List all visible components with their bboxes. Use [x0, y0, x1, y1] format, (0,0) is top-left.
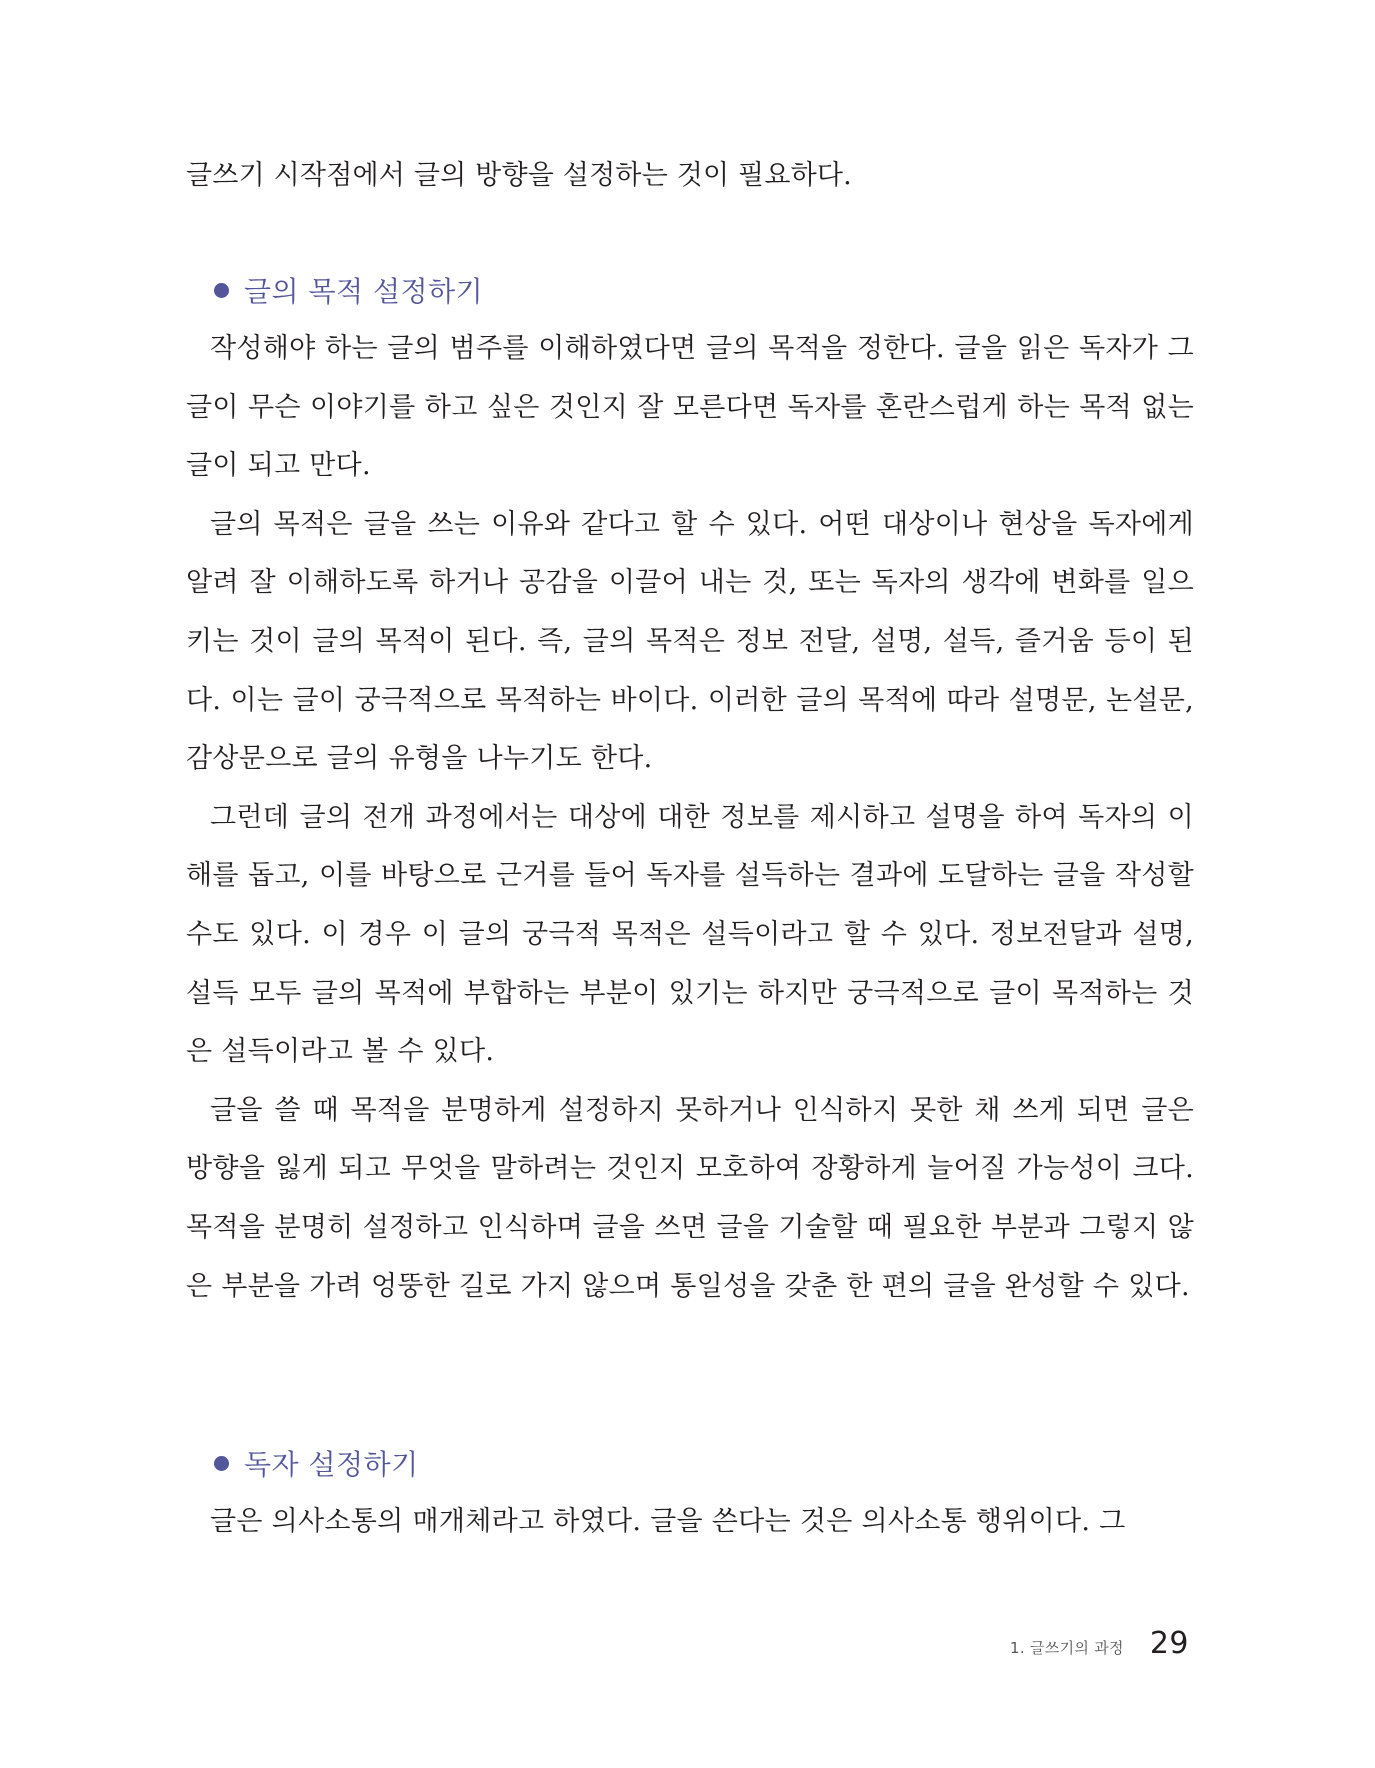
paragraph: 그런데 글의 전개 과정에서는 대상에 대한 정보를 제시하고 설명을 하여 독자의 이해를 돕고, 이를 바탕으로 근거를 들어 독자를 설득하는 결과에 도달하는 글을 작성할 수도 있다. 이 경우 이 글의 궁극적 목적은 설득이라고 할 수 있다. 정보전달과 설명, 설득 모두 글의 목적에 부합하는 부분이 있기는 하지만 궁극적으로 글이 목적하는 것은 설득이라고 볼 수 있다.	[186, 801, 1194, 1068]
paragraph: 작성해야 하는 글의 범주를 이해하였다면 글의 목적을 정한다. 글을 읽은 독자가 그 글이 무슨 이야기를 하고 싶은 것인지 잘 모른다면 독자를 혼란스럽게 하는 목적 없는 글이 되고 만다.	[186, 333, 1194, 482]
intro-text: 글쓰기 시작점에서 글의 방향을 설정하는 것이 필요하다.	[186, 160, 852, 191]
section-heading-text: 글의 목적 설정하기	[244, 275, 484, 308]
section-purpose	[186, 260, 1194, 1316]
paragraph: 글을 쓸 때 목적을 분명하게 설정하지 못하거나 인식하지 못한 채 쓰게 되면 글은 방향을 잃게 되고 무엇을 말하려는 것인지 모호하여 장황하게 늘어질 가능성이 크다. 목적을 분명히 설정하고 인식하며 글을 쓰면 글을 기술할 때 필요한 부분과 그렇지 않은 부분을 가려 엉뚱한 길로 가지 않으며 통일성을 갖춘 한 편의 글을 완성할 수 있다.	[186, 1094, 1194, 1302]
section-heading	[186, 260, 1194, 320]
bullet-icon	[214, 283, 229, 298]
paragraph: 글은 의사소통의 매개체라고 하였다. 글을 쓴다는 것은 의사소통 행위이다. 그	[210, 1506, 1126, 1537]
section-heading	[186, 1433, 1194, 1493]
chapter-label: 1. 글쓰기의 과정	[1010, 1639, 1124, 1657]
section-heading-text: 독자 설정하기	[244, 1448, 419, 1481]
section-reader	[186, 1433, 1194, 1552]
page-footer	[1010, 1626, 1189, 1661]
bullet-icon	[214, 1456, 229, 1471]
page-number: 29	[1149, 1626, 1189, 1661]
paragraph: 글의 목적은 글을 쓰는 이유와 같다고 할 수 있다. 어떤 대상이나 현상을 독자에게 알려 잘 이해하도록 하거나 공감을 이끌어 내는 것, 또는 독자의 생각에 변화를 일으키는 것이 글의 목적이 된다. 즉, 글의 목적은 정보 전달, 설명, 설득, 즐거움 등이 된다. 이는 글이 궁극적으로 목적하는 바이다. 이러한 글의 목적에 따라 설명문, 논설문, 감상문으로 글의 유형을 나누기도 한다.	[186, 508, 1194, 775]
